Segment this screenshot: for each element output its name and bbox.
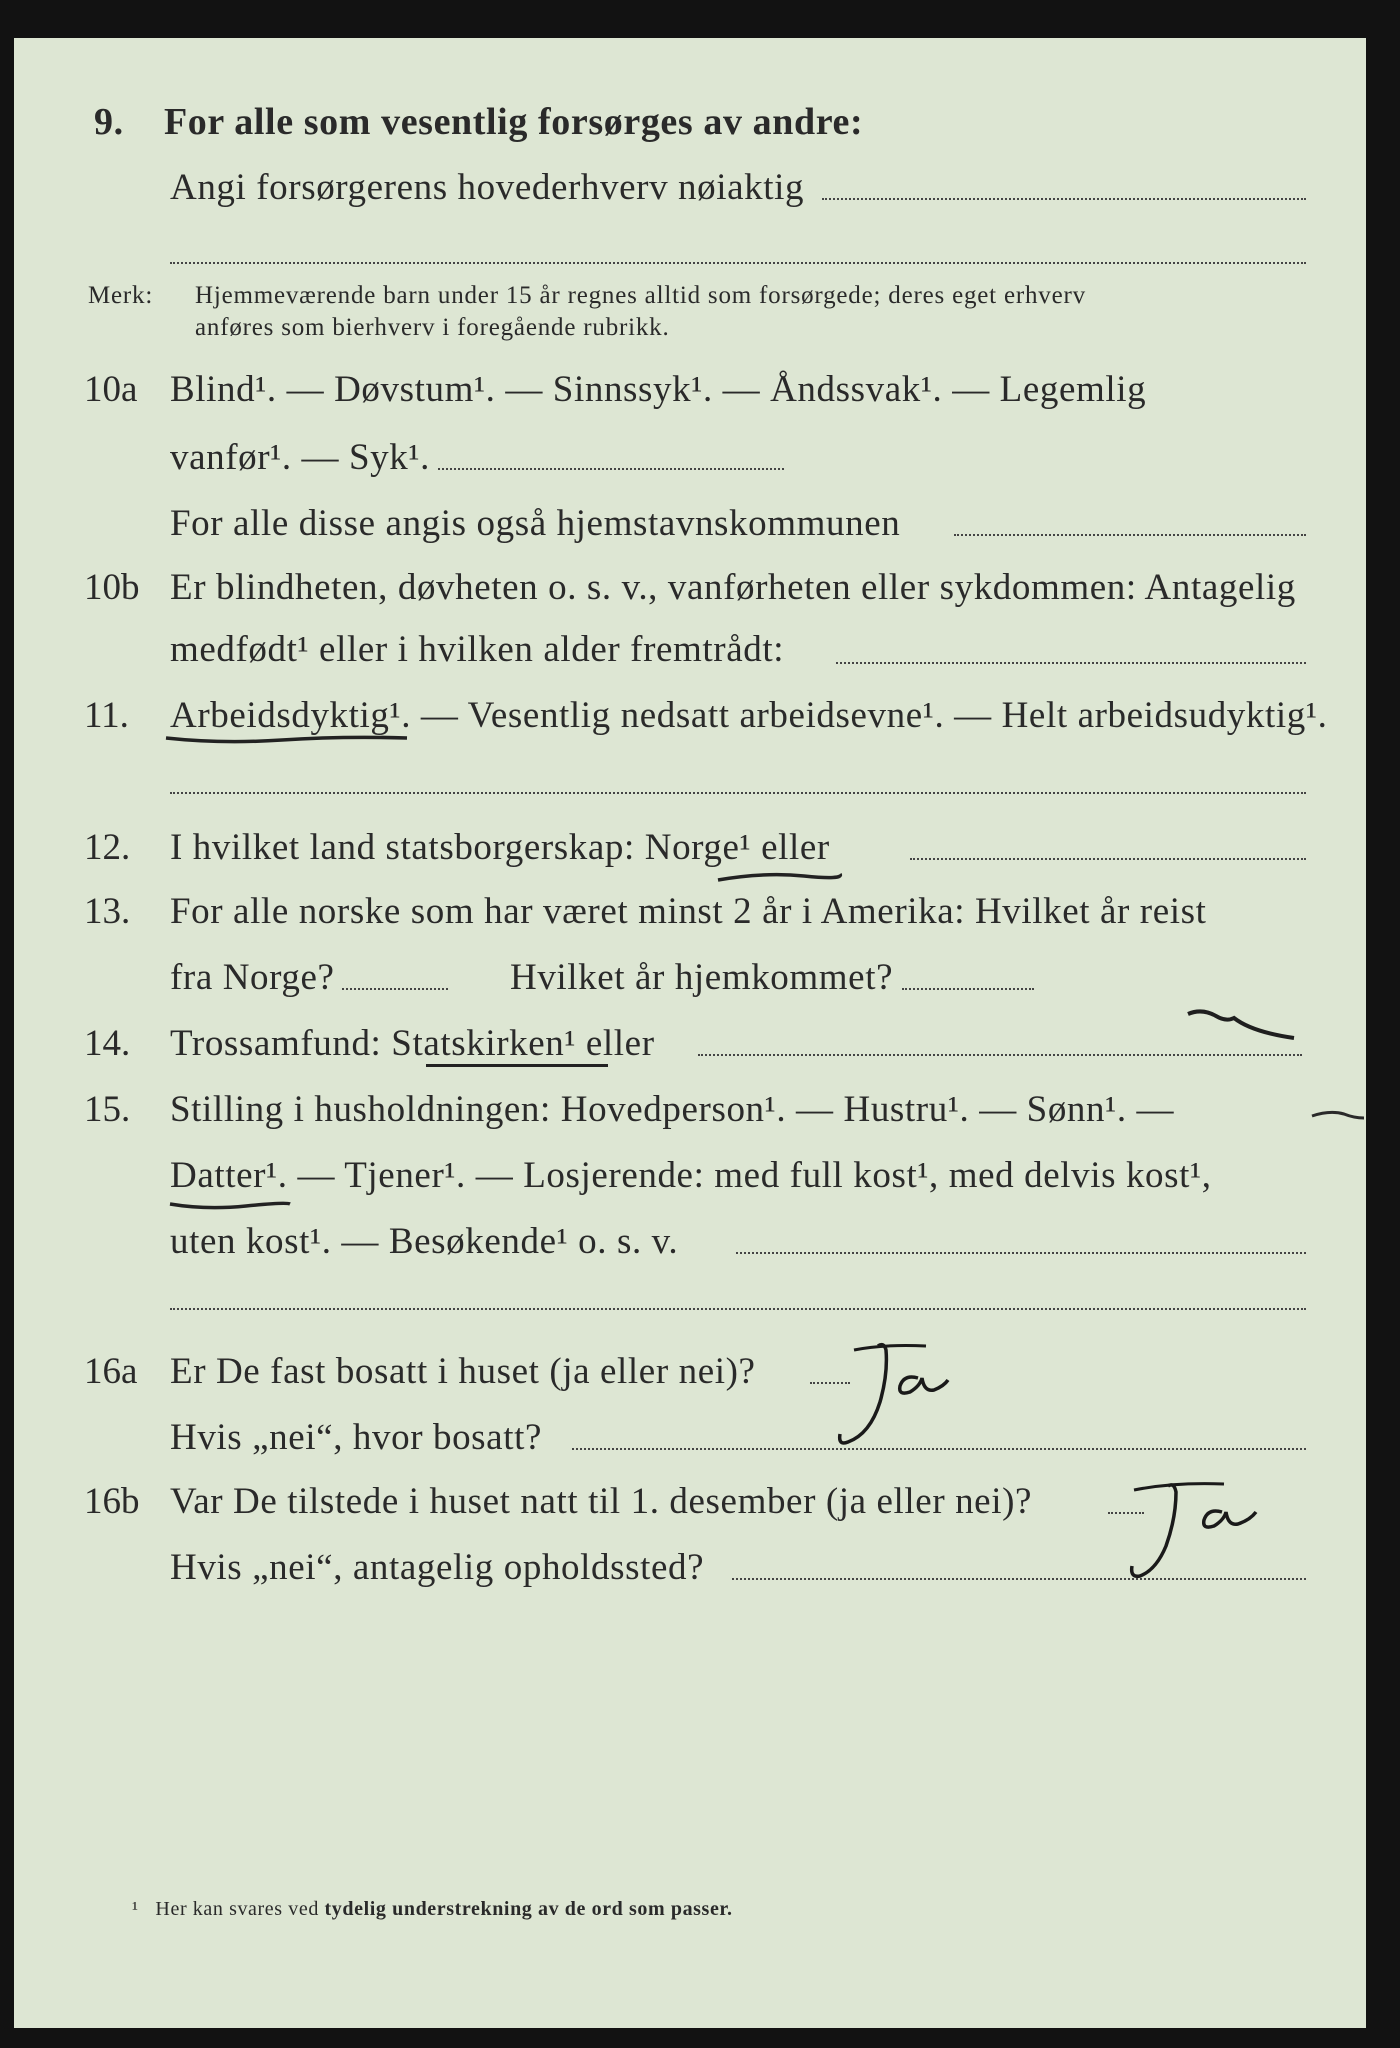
q16b-handwritten-answer	[1104, 1478, 1274, 1588]
q10a-line-2: vanfør¹. — Syk¹.	[170, 437, 430, 478]
q9-answer-line-2[interactable]	[170, 262, 1306, 264]
q15-line-1: Stilling i husholdningen: Hovedperson¹. — Hustru¹. — Sønn¹. —	[170, 1089, 1175, 1130]
merk-label: Merk:	[88, 282, 154, 309]
merk-line-1: Hjemmeværende barn under 15 år regnes alltid som forsørgede; deres eget erhverv	[195, 282, 1086, 309]
q16a-number: 16a	[84, 1351, 138, 1392]
q13-line-2b: Hvilket år hjemkommet?	[510, 957, 894, 998]
q14-number: 14.	[84, 1023, 131, 1064]
q14-answer-line[interactable]	[698, 1054, 1302, 1056]
q16a-line-2: Hvis „nei“, hvor bosatt?	[170, 1417, 542, 1458]
q12-line-1: I hvilket land statsborgerskap: Norge¹ eller	[170, 827, 830, 868]
q10a-number: 10a	[84, 369, 138, 410]
q12-pencil-underline	[714, 868, 844, 886]
q10a-line-3: For alle disse angis også hjemstavnskommunen	[170, 503, 901, 544]
q10b-number: 10b	[84, 567, 140, 608]
q10b-line-1: Er blindheten, døvheten o. s. v., vanførheten eller sykdommen: Antagelig	[170, 567, 1296, 608]
footnote-bold-text: tydelig understrekning av de ord som passer.	[324, 1898, 733, 1920]
q15-pencil-mark	[1310, 1102, 1366, 1128]
q13-number: 13.	[84, 891, 131, 932]
q10a-sick-answer-line[interactable]	[438, 468, 784, 470]
q9-answer-line[interactable]	[822, 198, 1306, 200]
q16b-line-1: Var De tilstede i huset natt til 1. desember (ja eller nei)?	[170, 1481, 1033, 1522]
q12-answer-line[interactable]	[910, 858, 1306, 860]
q16b-number: 16b	[84, 1481, 140, 1522]
q16b-line-2: Hvis „nei“, antagelig opholdssted?	[170, 1547, 705, 1588]
q9-title: For alle som vesentlig forsørges av andre:	[164, 101, 864, 143]
q16a-handwritten-answer	[814, 1338, 964, 1458]
q14-pencil-underline	[426, 1064, 608, 1067]
q15-answer-line-2[interactable]	[170, 1308, 1306, 1310]
census-form-page	[14, 38, 1366, 2028]
q13-year-left-answer-line[interactable]	[342, 988, 448, 990]
q11-answer-line[interactable]	[170, 792, 1306, 794]
q10a-line-1: Blind¹. — Døvstum¹. — Sinnssyk¹. — Åndssvak¹. — Legemlig	[170, 369, 1147, 410]
q9-number: 9.	[94, 101, 124, 143]
footnote	[132, 1898, 733, 1921]
q11-number: 11.	[84, 695, 129, 736]
q14-pencil-mark	[1182, 1004, 1302, 1054]
q12-number: 12.	[84, 827, 131, 868]
q16b-whereabouts-answer-line[interactable]	[732, 1578, 1306, 1580]
q15-answer-line[interactable]	[736, 1252, 1306, 1254]
q15-line-2: Datter¹. — Tjener¹. — Losjerende: med full kost¹, med delvis kost¹,	[170, 1155, 1212, 1196]
footnote-mark: ¹	[132, 1898, 139, 1920]
q10a-municipality-answer-line[interactable]	[954, 534, 1306, 536]
q15-number: 15.	[84, 1089, 131, 1130]
q10b-line-2: medfødt¹ eller i hvilken alder fremtrådt:	[170, 629, 785, 670]
q9-provider-occupation-label: Angi forsørgerens hovederhverv nøiaktig	[170, 167, 805, 208]
q13-line-1: For alle norske som har været minst 2 år i Amerika: Hvilket år reist	[170, 891, 1207, 932]
q11-line-1: Arbeidsdyktig¹. — Vesentlig nedsatt arbeidsevne¹. — Helt arbeidsudyktig¹.	[170, 695, 1328, 736]
q14-line-1: Trossamfund: Statskirken¹ eller	[170, 1023, 655, 1064]
q15-line-3: uten kost¹. — Besøkende¹ o. s. v.	[170, 1221, 679, 1262]
q13-line-2a: fra Norge?	[170, 957, 335, 998]
q15-pencil-underline	[166, 1196, 296, 1214]
q16a-residence-answer-line[interactable]	[572, 1448, 1306, 1450]
footnote-plain-text: Her kan svares ved	[155, 1898, 319, 1920]
merk-line-2: anføres som bierhverv i foregående rubrikk.	[195, 314, 670, 341]
q13-year-returned-answer-line[interactable]	[902, 988, 1034, 990]
q10b-answer-line[interactable]	[836, 662, 1306, 664]
q11-pencil-underline	[162, 728, 412, 748]
q16a-line-1: Er De fast bosatt i huset (ja eller nei)?	[170, 1351, 756, 1392]
